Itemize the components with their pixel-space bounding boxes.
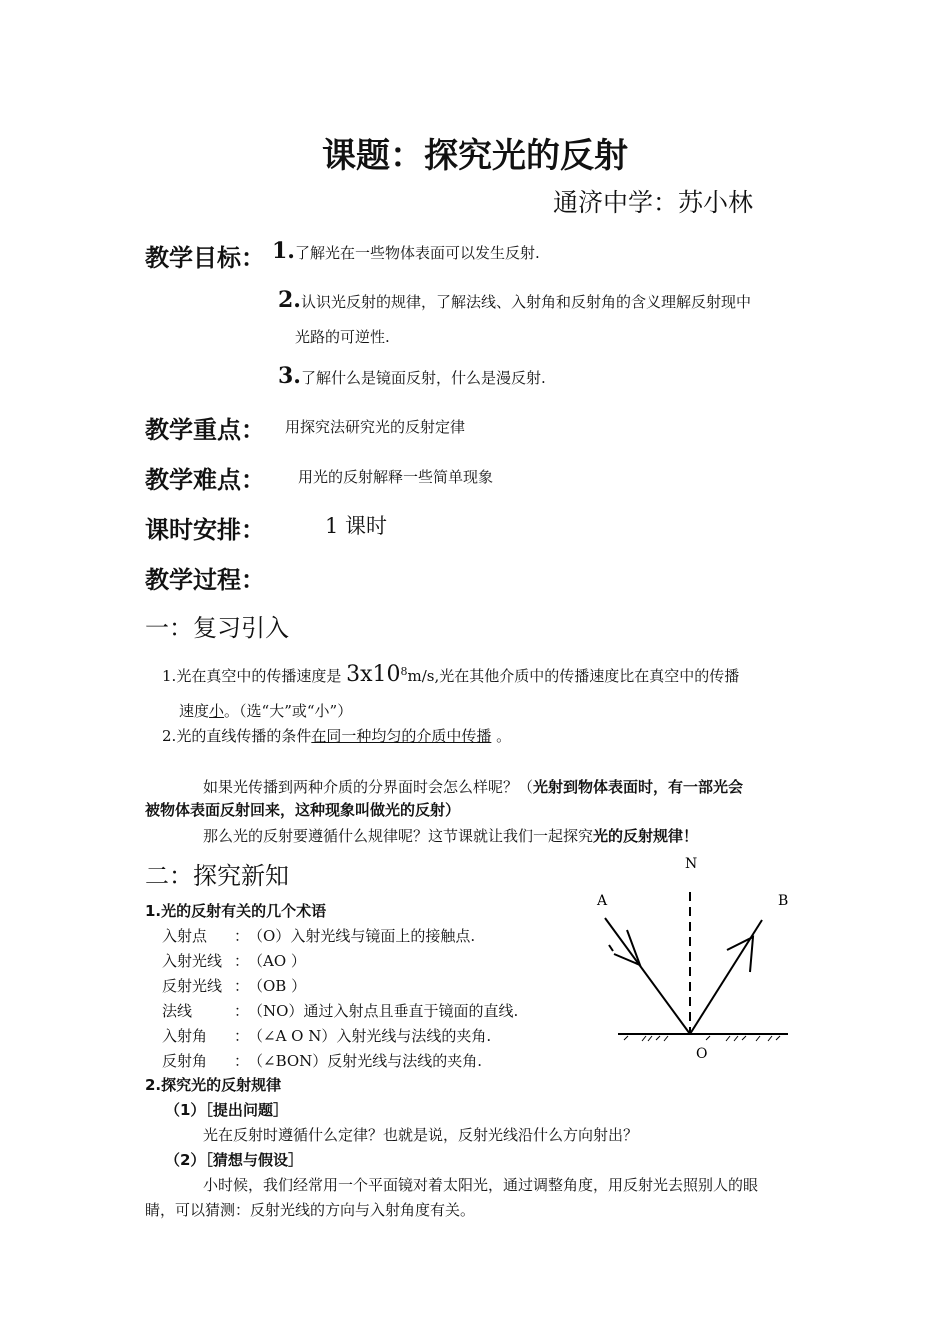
term-row xyxy=(162,975,306,996)
q-text: 速度 xyxy=(179,702,210,720)
q-text: 光的直线传播的条件 xyxy=(176,727,312,745)
objective-item-1 xyxy=(272,238,540,264)
q-text: 光在其他介质中的传播速度比在真空中的传播 xyxy=(439,667,740,685)
q-text: 光在真空中的传播速度是 xyxy=(176,667,347,685)
step2-text-cont: 睛，可以猜测：反射光线的方向与入射角度有关。 xyxy=(145,1201,476,1219)
term-name: 入射点 xyxy=(162,927,208,945)
step2-text: 小时候，我们经常用一个平面镜对着太阳光，通过调整角度，用反射光去照别人的眼 xyxy=(203,1176,759,1194)
term-name: 反射角 xyxy=(162,1052,208,1070)
label-n: N xyxy=(685,856,698,872)
page-title: 课题：探究光的反射 xyxy=(322,136,628,176)
term-symbol: （∠BON） xyxy=(248,1052,328,1070)
term-name: 入射角 xyxy=(162,1027,208,1045)
label-b: B xyxy=(778,893,789,909)
review-question-1-cont xyxy=(179,700,352,721)
q-num: 1. xyxy=(162,667,177,685)
key-point-text: 用探究法研究光的反射定律 xyxy=(285,418,466,436)
term-row xyxy=(162,1025,491,1046)
objective-item-3 xyxy=(278,363,546,389)
term-desc: 反射光线与法线的夹角. xyxy=(327,1052,483,1070)
label-o: O xyxy=(696,1046,708,1062)
term-desc: 通过入射点且垂直于镜面的直线. xyxy=(303,1002,519,1020)
label-a: A xyxy=(597,893,608,909)
key-point-label: 教学重点： xyxy=(145,416,265,444)
objective-num: 2. xyxy=(278,287,301,313)
objective-text-cont: 光路的可逆性. xyxy=(295,328,390,346)
intro-bold: 光的反射规律！ xyxy=(593,827,699,845)
term-desc: 入射光线与镜面上的接触点. xyxy=(290,927,476,945)
difficulty-text: 用光的反射解释一些简单现象 xyxy=(298,468,494,486)
review-question-2 xyxy=(162,725,511,746)
objective-text: 认识光反射的规律，了解法线、入射角和反射角的含义理解反射现中 xyxy=(300,293,751,311)
schedule-label: 课时安排： xyxy=(145,516,265,544)
step1-label: （1）［提出问题］ xyxy=(165,1101,288,1119)
objective-num: 1. xyxy=(272,238,295,264)
intro-paragraph xyxy=(203,776,743,797)
incident-ray xyxy=(605,918,690,1034)
answer-blank: 在同一种均匀的介质中传播 xyxy=(311,727,492,745)
mirror-hatching xyxy=(624,1036,780,1041)
q-text: 。 xyxy=(491,727,512,745)
term-sep: ： xyxy=(234,952,250,970)
intro-text: 如果光传播到两种介质的分界面时会怎么样呢？（ xyxy=(203,778,534,796)
review-question-1 xyxy=(162,662,739,687)
term-sep: ： xyxy=(234,927,250,945)
term-row xyxy=(162,925,475,946)
schedule-text: 1 课时 xyxy=(325,514,388,538)
q-num: 2. xyxy=(162,727,177,745)
term-symbol: （NO） xyxy=(248,1002,304,1020)
term-sep: ： xyxy=(234,1002,250,1020)
objective-text: 了解什么是镜面反射，什么是漫反射. xyxy=(300,369,546,387)
intro-paragraph-cont: 被物体表面反射回来，这种现象叫做光的反射） xyxy=(145,801,461,819)
intro-bold: 光射到物体表面时，有一部光会 xyxy=(533,778,744,796)
term-row xyxy=(162,1000,518,1021)
speed-value: 3x10 xyxy=(346,662,401,687)
term-sep: ： xyxy=(234,1052,250,1070)
objectives-label: 教学目标： xyxy=(145,244,265,272)
term-row xyxy=(162,950,306,971)
step1-text: 光在反射时遵循什么定律？也就是说，反射光线沿什么方向射出？ xyxy=(203,1126,639,1144)
term-sep: ： xyxy=(234,1027,250,1045)
q-text: 。（选“大”或“小”） xyxy=(224,702,353,720)
answer-blank: 小 xyxy=(209,702,225,720)
reflection-diagram xyxy=(590,850,800,1065)
term-desc: 入射光线与法线的夹角. xyxy=(336,1027,492,1045)
term-symbol: （AO ） xyxy=(248,952,306,970)
difficulty-label: 教学难点： xyxy=(145,466,265,494)
speed-exponent: 8 xyxy=(400,665,408,678)
section1-heading: 一：复习引入 xyxy=(145,614,289,642)
process-label: 教学过程： xyxy=(145,566,265,594)
term-name: 反射光线 xyxy=(162,977,223,995)
objective-num: 3. xyxy=(278,363,301,389)
term-symbol: （∠A O N） xyxy=(248,1027,337,1045)
term-name: 法线 xyxy=(162,1002,193,1020)
intro-paragraph-2 xyxy=(203,825,698,846)
law-title: 2.探究光的反射规律 xyxy=(145,1076,282,1094)
author-line: 通济中学：苏小林 xyxy=(553,188,754,217)
intro-text: 那么光的反射要遵循什么规律呢？这节课就让我们一起探究 xyxy=(203,827,594,845)
term-symbol: （O） xyxy=(248,927,291,945)
step2-label: （2）［猜想与假设］ xyxy=(165,1151,303,1169)
speed-unit: m/s, xyxy=(407,667,440,685)
tick-mark xyxy=(609,945,613,951)
objective-text: 了解光在一些物体表面可以发生反射. xyxy=(294,244,540,262)
term-sep: ： xyxy=(234,977,250,995)
section2-heading: 二：探究新知 xyxy=(145,862,289,890)
terms-title: 1.光的反射有关的几个术语 xyxy=(145,902,327,920)
objective-item-2 xyxy=(278,287,751,313)
term-row xyxy=(162,1050,482,1071)
term-symbol: （OB ） xyxy=(248,977,307,995)
term-name: 入射光线 xyxy=(162,952,223,970)
